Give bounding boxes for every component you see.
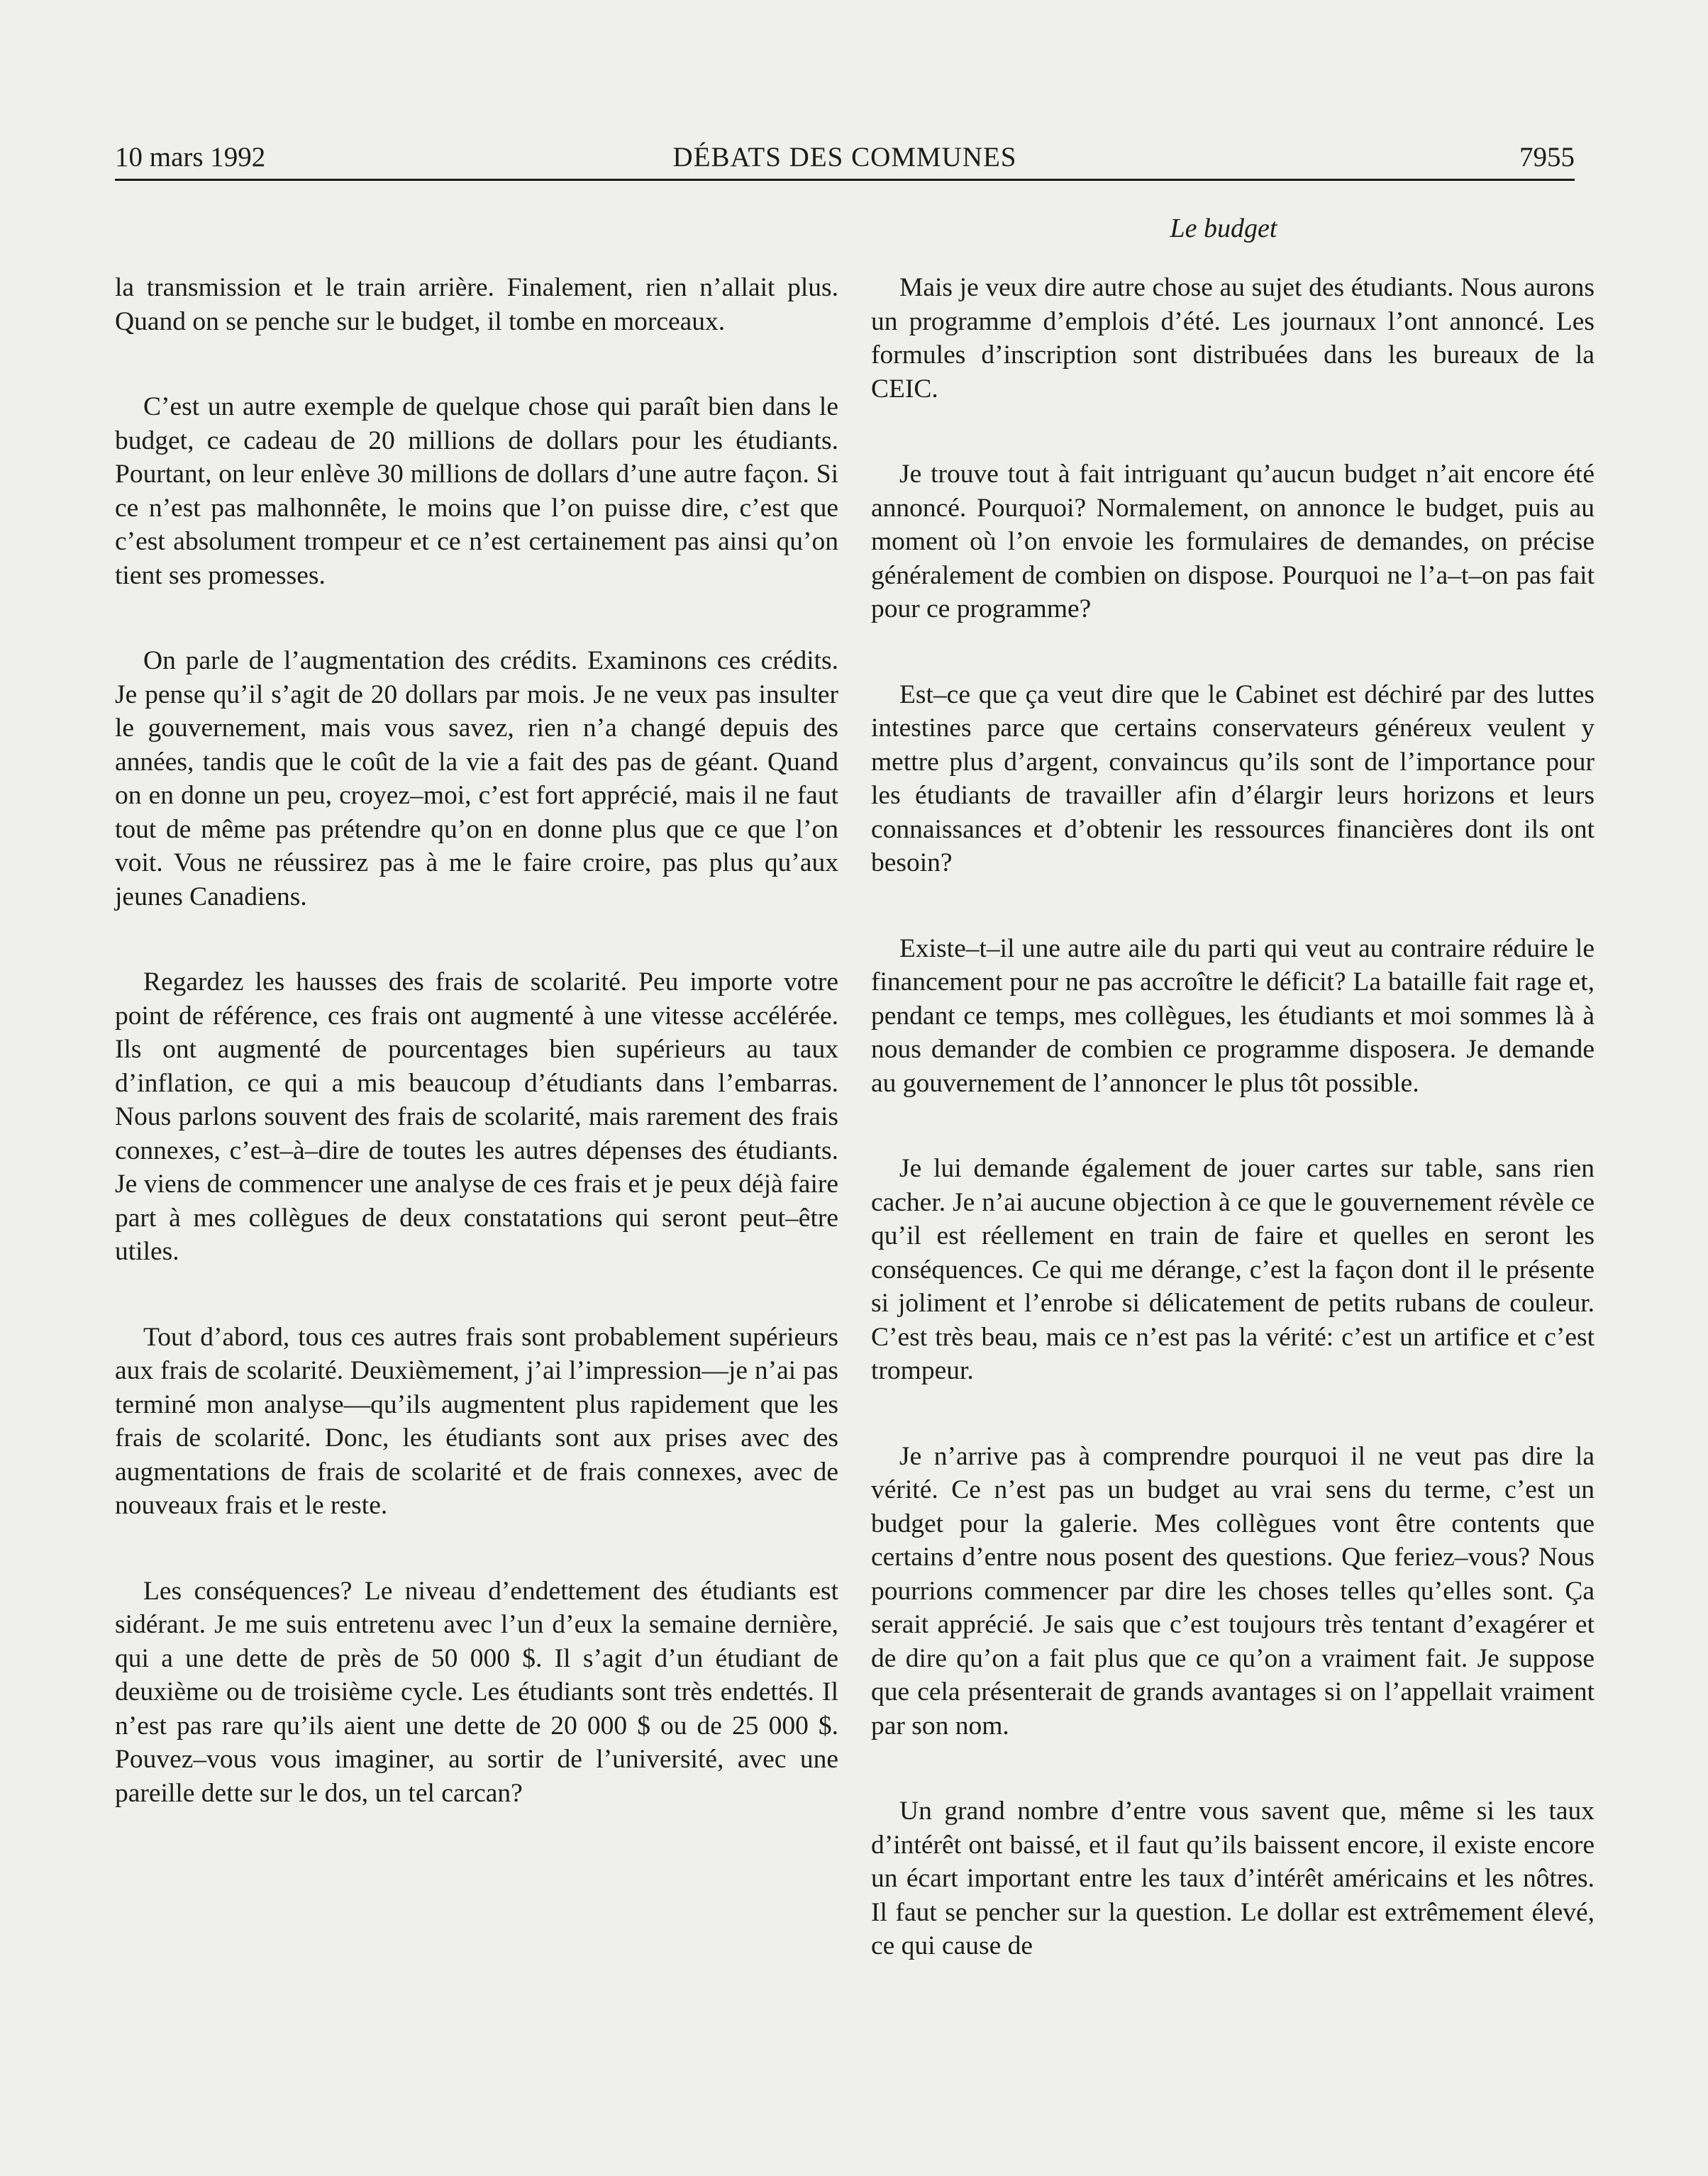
right-paragraph-7: Un grand nombre d’entre vous savent que, même si les taux d’intérêt ont baissé, et il faut qu’ils baissent encore, il existe encore un écart important entre les taux d’intérêt américains et les nôtres. Il faut se pencher sur la question. Le dollar est extrêmement élevé, ce qui cause de	[871, 1797, 1595, 1960]
left-column	[115, 271, 838, 1862]
running-head: Le budget	[1170, 213, 1277, 243]
right-paragraph-6: Je n’arrive pas à comprendre pourquoi il ne veut pas dire la vérité. Ce n’est pas un budget au vrai sens du terme, c’est un budget pour la galerie. Mes collègues vont être contents que certains d’entre nous posent des questions. Que feriez–vous? Nous pourrions commencer par dire les choses telles qu’elles sont. Ça serait apprécié. Je sais que c’est toujours très tentant d’exagérer et de dire qu’on a fait plus que ce qu’on a vraiment fait. Je suppose que cela présenterait de grands avantages si on l’appellait vraiment par son nom.	[871, 1441, 1595, 1741]
header-title: DÉBATS DES COMMUNES	[672, 142, 1017, 172]
right-paragraph-2: Je trouve tout à fait intriguant qu’aucun budget n’ait encore été annoncé. Pourquoi? Normalement, on annonce le budget, puis au moment où l’on envoie les formulaires de demandes, on précise généralement de combien on dispose. Pourquoi ne l’a–t–on pas fait pour ce programme?	[871, 460, 1595, 623]
right-column	[871, 271, 1595, 2015]
right-paragraph-4: Existe–t–il une autre aile du parti qui veut au contraire réduire le financement pour ne pas accroître le déficit? La bataille fait rage et, pendant ce temps, mes collègues, les étudiants et moi sommes là à nous demander de combien ce programme disposera. Je demande au gouvernement de l’annoncer le plus tôt possible.	[871, 933, 1595, 1098]
right-paragraph-1: Mais je veux dire autre chose au sujet des étudiants. Nous aurons un programme d’emplois d’été. Les journaux l’ont annoncé. Les formules d’inscription sont distribuées dans les bureaux de la CEIC.	[871, 273, 1595, 404]
left-paragraph-4: Regardez les hausses des frais de scolarité. Peu importe votre point de référence, ces frais ont augmenté à une vitesse accélérée. Ils ont augmenté de pourcentages bien supérieurs au taux d’inflation, ce qui a mis beaucoup d’étudiants dans l’embarras. Nous parlons souvent des frais de scolarité, mais rarement des frais connexes, c’est–à–dire de toutes les autres dépenses des étudiants. Je viens de commencer une analyse de ces frais et je peux déjà faire part à mes collègues de deux constatations qui seront peut–être utiles.	[115, 967, 838, 1266]
left-paragraph-2: C’est un autre exemple de quelque chose qui paraît bien dans le budget, ce cadeau de 20 millions de dollars pour les étudiants. Pourtant, on leur enlève 30 millions de dollars d’une autre façon. Si ce n’est pas malhonnête, le moins que l’on puisse dire, c’est que c’est absolument trompeur et ce n’est certainement pas ainsi qu’on tient ses promesses.	[115, 392, 838, 590]
left-paragraph-6: Les conséquences? Le niveau d’endettement des étudiants est sidérant. Je me suis entretenu avec l’un d’eux la semaine dernière, qui a une dette de près de 50 000 $. Il s’agit d’un étudiant de deuxième ou de troisième cycle. Les étudiants sont très endettés. Il n’est pas rare qu’ils aient une dette de 20 000 $ ou de 25 000 $. Pouvez–vous vous imaginer, au sortir de l’université, avec une pareille dette sur le dos, un tel carcan?	[115, 1576, 838, 1808]
left-paragraph-3: On parle de l’augmentation des crédits. Examinons ces crédits. Je pense qu’il s’agit de 20 dollars par mois. Je ne veux pas insulter le gouvernement, mais vous savez, rien n’a changé depuis des années, tandis que le coût de la vie a fait des pas de géant. Quand on en donne un peu, croyez–moi, c’est fort apprécié, mais il ne faut tout de même pas prétendre qu’on en donne plus que ce que l’on voit. Vous ne réussirez pas à me le faire croire, pas plus qu’aux jeunes Canadiens.	[115, 646, 838, 911]
page-header	[115, 136, 1575, 179]
header-date: 10 mars 1992	[115, 142, 266, 172]
header-rule	[115, 179, 1575, 181]
right-paragraph-5: Je lui demande également de jouer cartes sur table, sans rien cacher. Je n’ai aucune objection à ce que le gouvernement révèle ce qu’il est réellement en train de faire et quelles en seront les conséquences. Ce qui me dérange, c’est la façon dont il le présente si joliment et l’enrobe si délicatement de petits rubans de couleur. C’est très beau, mais ce n’est pas la vérité: c’est un artifice et c’est trompeur.	[871, 1154, 1595, 1385]
left-paragraph-1: la transmission et le train arrière. Finalement, rien n’allait plus. Quand on se penche sur le budget, il tombe en morceaux.	[115, 273, 838, 336]
header-page-number: 7955	[1519, 142, 1575, 172]
right-paragraph-3: Est–ce que ça veut dire que le Cabinet est déchiré par des luttes intestines parce que certains conservateurs généreux veulent y mettre plus d’argent, convaincus qu’ils sont de l’importance pour les étudiants de travailler afin d’élargir leurs horizons et leurs connaissances et d’obtenir les ressources financières dont ils ont besoin?	[871, 679, 1595, 877]
left-paragraph-5: Tout d’abord, tous ces autres frais sont probablement supérieurs aux frais de scolarité. Deuxièmement, j’ai l’impression—je n’ai pas terminé mon analyse—qu’ils augmentent plus rapidement que les frais de scolarité. Donc, les étudiants sont aux prises avec des augmentations de frais de scolarité et de frais connexes, avec de nouveaux frais et le reste.	[115, 1322, 838, 1520]
